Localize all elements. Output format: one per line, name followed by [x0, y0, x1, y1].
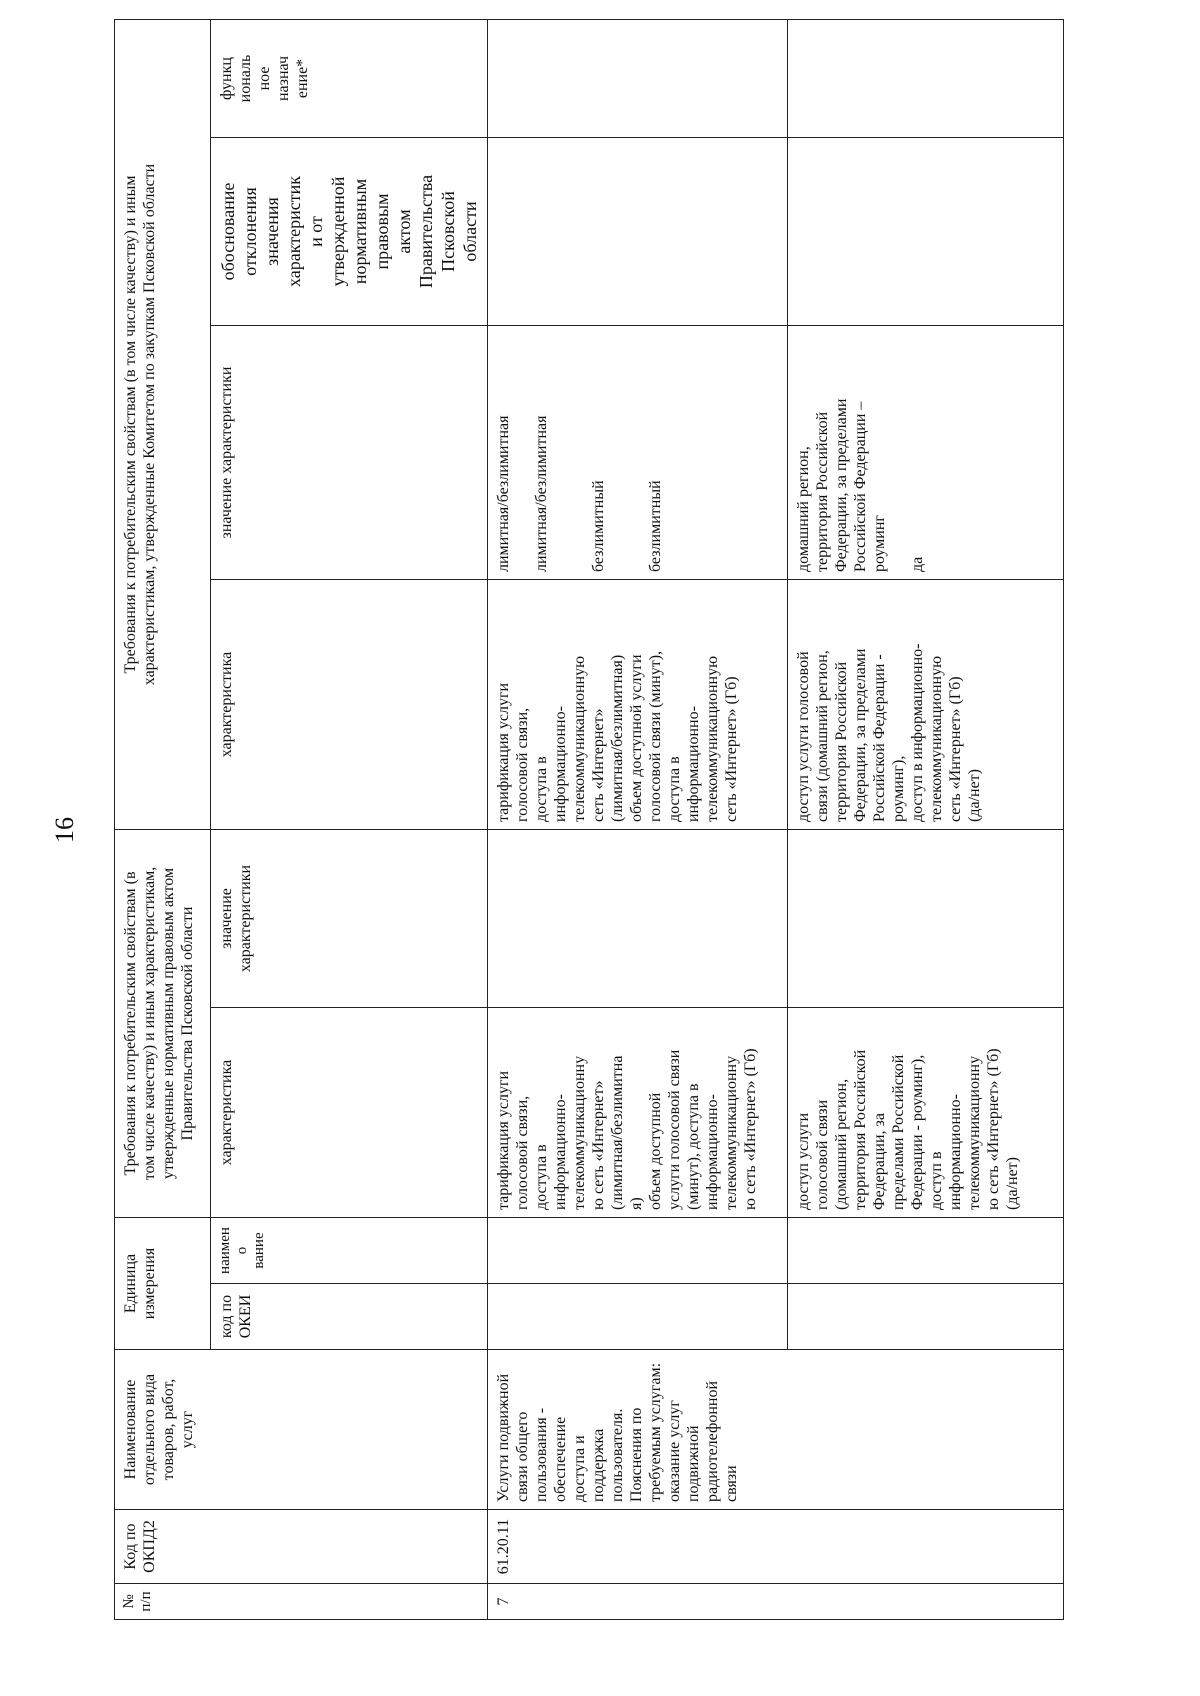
row1-committee-justification: [488, 138, 788, 326]
row-num: 7: [488, 1584, 1064, 1620]
row2-unit-code: [788, 1284, 1064, 1350]
row1-unit-code: [488, 1284, 788, 1350]
rotated-table-wrapper: [114, 20, 1200, 1612]
row-name: Услуги подвижной связи общего пользования - обеспечение доступа и поддержка пользователя. Пояснения по требуемым услугам: оказание услуг подвижной радиотелефонной связи: [488, 1350, 1064, 1510]
row2-committee-characteristic: доступ услуги голосовой связи (домашний регион, территория Российской Федерации, за пределами Российской Федерации - роуминг), доступ в информационно- телекоммуникационную сеть «Интернет» (Гб) (да/нет): [788, 580, 1064, 830]
row1-gov-value: [488, 830, 788, 1008]
row1-committee-value: лимитная/безлимитная лимитная/безлимитная безлимитный безлимитный: [488, 326, 788, 580]
header-committee-characteristic: характеристика: [211, 580, 488, 830]
header-gov-characteristic: характеристика: [211, 1008, 488, 1218]
row1-committee-characteristic: тарификация услуги голосовой связи, доступа в информационно- телекоммуникационную сеть «Интернет» (лимитная/безлимитная) объем доступной услуги голосовой связи (минут), доступа в информационно- телекоммуникационную сеть «Интернет» (Гб): [488, 580, 788, 830]
header-unit-group: Единица измерения: [115, 1218, 211, 1350]
row2-committee-purpose: [788, 19, 1064, 137]
header-unit-name: наимено вание: [211, 1218, 488, 1284]
rotated-table-inner: [114, 20, 1044, 1620]
header-okpd: Код по ОКПД2: [115, 1510, 488, 1584]
header-committee-group: Требования к потребительским свойствам (в том числе качеству) и иным характеристикам, утвержденные Комитетом по закупкам Псковской области: [115, 19, 211, 829]
row1-gov-characteristic: тарификация услуги голосовой связи, доступа в информационно- телекоммуникационну ю сеть «Интернет» (лимитная/безлимитна я) объем доступной услуги голосовой связи (минут), доступа в информационно- телекоммуникационну ю сеть «Интернет» (Гб): [488, 1008, 788, 1218]
header-num: № п/п: [115, 1584, 488, 1620]
page-number: 16: [50, 817, 79, 843]
header-committee-justification: обоснование отклонения значения характеристик и от утвержденной нормативным правовым актом Правительства Псковской области: [211, 138, 488, 326]
header-gov-group: Требования к потребительским свойствам (в том числе качеству) и иным характеристикам, утвержденные нормативным правовым актом Правительства Псковской области: [115, 830, 211, 1218]
requirements-table: [114, 19, 1064, 1620]
row2-committee-value: домашний регион, территория Российской Федерации, за пределами Российской Федерации – роуминг да: [788, 326, 1064, 580]
header-committee-value: значение характеристики: [211, 326, 488, 580]
header-unit-code: код по ОКЕИ: [211, 1284, 488, 1350]
header-gov-value: значение характеристики: [211, 830, 488, 1008]
row2-gov-value: [788, 830, 1064, 1008]
row2-unit-name: [788, 1218, 1064, 1284]
header-committee-purpose: функц иональ ное назнач ение*: [211, 19, 488, 137]
row2-gov-characteristic: доступ услуги голосовой связи (домашний регион, территория Российской Федерации, за пределами Российской Федерации - роуминг), доступ в информационно- телекоммуникационну ю сеть «Интернет» (Гб) (да/нет): [788, 1008, 1064, 1218]
row1-unit-name: [488, 1218, 788, 1284]
row1-committee-purpose: [488, 19, 788, 137]
row-okpd: 61.20.11: [488, 1510, 1064, 1584]
header-name: Наименование отдельного вида товаров, работ, услуг: [115, 1350, 488, 1510]
row2-committee-justification: [788, 138, 1064, 326]
